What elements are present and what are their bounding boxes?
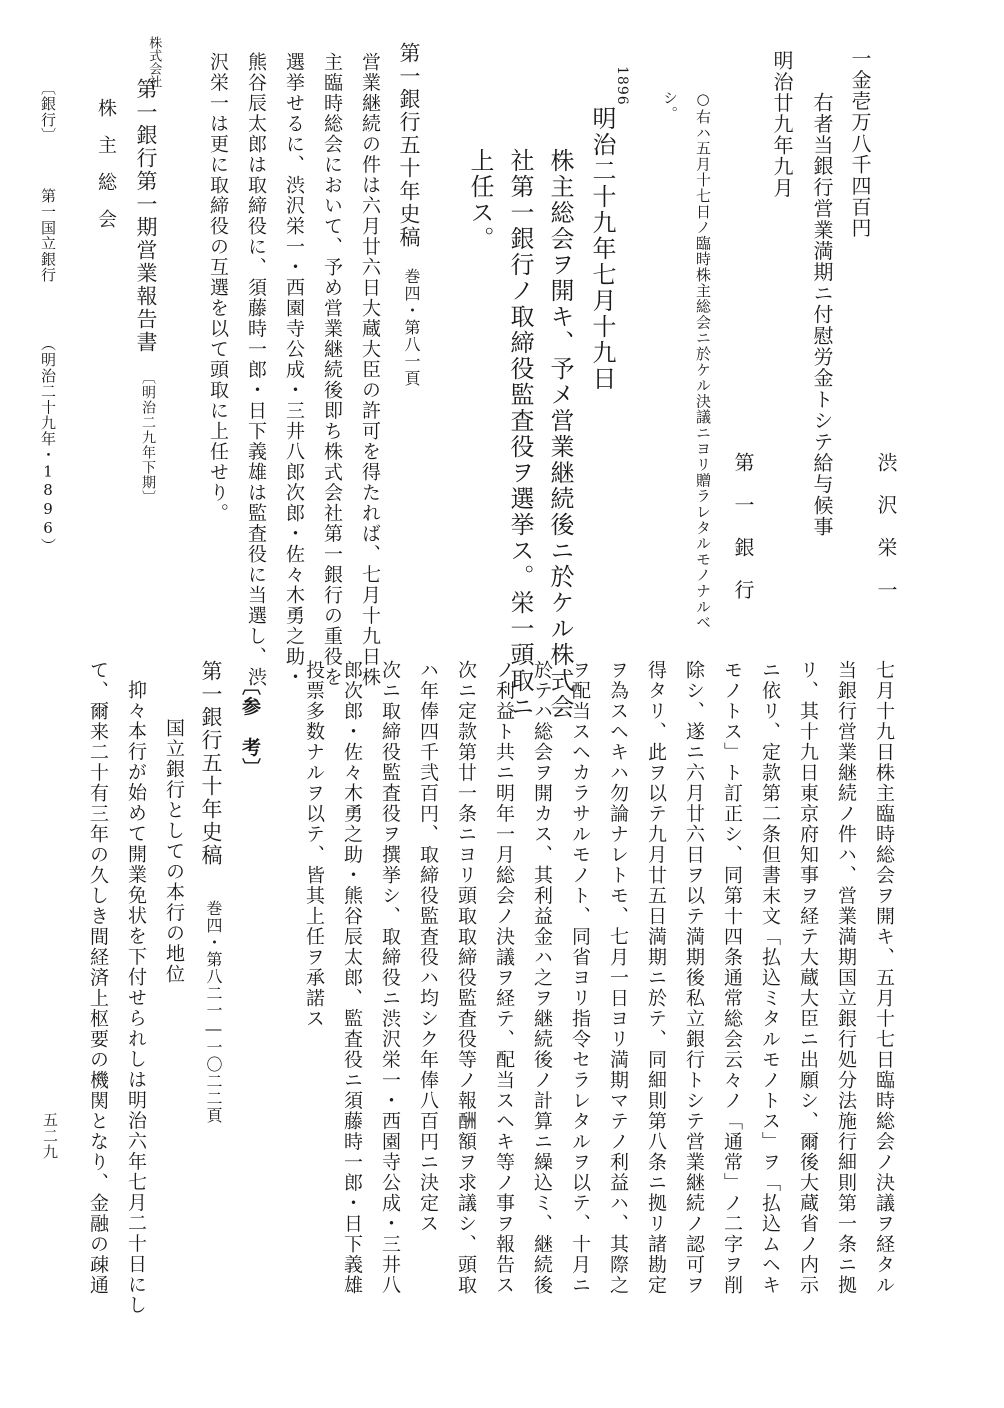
source-ref-2: 巻四・第八二一―一〇二二頁 [204, 900, 223, 1124]
report-line-10: 於テハ総会ヲ開カス、其利益金ハ之ヲ継続後ノ計算ニ繰込ミ、継続後 [531, 660, 553, 1296]
western-year: 1896 [614, 66, 630, 106]
history-line-4: 熊谷辰太郎は取締役に、須藤時一郎・日下義雄は監査役に当選し、渋 [245, 52, 267, 688]
issuer-name: 第 一 銀 行 [731, 452, 755, 601]
history-line-3: 選挙せるに、渋沢栄一・西園寺公成・三井八郎次郎・佐々木勇之助・ [283, 52, 305, 688]
award-date: 明治廿九年九月 [770, 50, 794, 199]
history-line-2: 主臨時総会において、予め営業継続後即ち株式会社第一銀行の重役を [321, 52, 343, 688]
entry-line-2: 社第一銀行ノ取締役監査役ヲ選挙ス。栄一頭取ニ [506, 148, 534, 720]
report-line-9: ヲ配当スヘカラサルモノト、同省ヨリ指令セラレタルヲ以テ、十月ニ [569, 660, 591, 1296]
report-line-6: 除シ、遂ニ六月廿六日ヲ以テ満期後私立銀行トシテ営業継続ノ認可ヲ [683, 660, 705, 1296]
award-memo: 右者当銀行営業満期ニ付慰労金トシテ給与候事 [810, 92, 834, 538]
report-line-7: 得タリ、此ヲ以テ九月廿五日満期ニ於テ、同細則第八条ニ拠リ諸勘定 [645, 660, 667, 1296]
entry-line-1: 株主総会ヲ開キ、予メ営業継続後ニ於ケル株式会 [546, 148, 574, 720]
report-line-13: ハ年俸四千弐百円、取締役監査役ハ均シク年俸八百円ニ決定ス [417, 660, 439, 1234]
recipient-name: 渋 沢 栄 一 [874, 452, 898, 601]
amount-line: 一金壱万八千四百円 [848, 48, 872, 239]
report-line-15: 郎次郎・佐々木勇之助・熊谷辰太郎、監査役ニ須藤時一郎・日下義雄 [341, 660, 363, 1296]
report-line-16: 投票多数ナルヲ以テ、皆其上任ヲ承諾ス [303, 660, 325, 1029]
report-line-14: 次ニ取締役監査役ヲ撰挙シ、取締役ニ渋沢栄一・西園寺公成・三井八 [379, 660, 401, 1296]
reference-label: 〔参 考〕 [239, 676, 261, 779]
report-line-5: モノトス」ト訂正シ、同第十四条通常総会云々ノ「通常」ノ二字ヲ削 [721, 660, 743, 1296]
page-number: 五二九 [41, 1112, 59, 1160]
report-line-4: ニ依リ、定款第二条但書末文「払込ミタルモノトス」ヲ「払込ムヘキ [759, 660, 781, 1296]
report-period: 〔明治二九年下期〕 [140, 370, 156, 505]
report-line-3: リ、其十九日東京府知事ヲ経テ大蔵大臣ニ出願シ、爾後大蔵省ノ内示 [797, 660, 819, 1296]
reference-body-1: 抑々本行が始めて開業免状を下付せられしは明治六年七月二十日にし [125, 680, 147, 1316]
report-prefix: 株式会社 [146, 36, 162, 88]
report-line-11: ノ利益ト共ニ明年一月総会ノ決議ヲ経テ、配当スヘキ等ノ事ヲ報告ス [493, 660, 515, 1296]
report-line-2: 当銀行営業継続ノ件ハ、営業満期国立銀行処分法施行細則第一条ニ拠 [835, 660, 857, 1296]
source-title-1: 第一銀行五十年史稿 [397, 42, 421, 249]
annotation-line-2: シ。 [661, 90, 679, 122]
source-ref-1: 巻四・第八一頁 [402, 268, 421, 387]
report-line-1: 七月十九日株主臨時総会ヲ開キ、五月十七日臨時総会ノ決議ヲ経タル [873, 660, 895, 1296]
report-line-8: ヲ為スヘキハ勿論ナレトモ、七月一日ヨリ満期マテノ利益ハ、其際之 [607, 660, 629, 1296]
report-line-12: 次ニ定款第廿一条ニヨリ頭取取締役監査役等ノ報酬額ヲ求議シ、頭取 [455, 660, 477, 1296]
entry-date-heading: 明治二十九年七月十九日 [588, 106, 616, 392]
report-title: 第一銀行第一期営業報告書 [134, 78, 158, 354]
reference-subheading: 国立銀行としての本行の地位 [163, 718, 185, 985]
entry-line-3: 上任ス。 [466, 148, 494, 252]
reference-body-2: て、爾来二十有三年の久しき間経済上枢要の機関となり、金融の疎通 [87, 660, 109, 1296]
meeting-label: 株主総会 [95, 98, 117, 246]
footer-era: （明治二十九年・1896） [39, 336, 57, 554]
history-line-1: 営業継続の件は六月廿六日大蔵大臣の許可を得たれば、七月十九日株 [359, 52, 381, 688]
footer-bank: 第一国立銀行 [39, 188, 57, 283]
history-line-5: 沢栄一は更に取締役の互選を以て頭取に上任せり。 [207, 52, 229, 524]
source-title-2: 第一銀行五十年史稿 [199, 660, 223, 867]
annotation-line-1: ○右ハ五月十七日ノ臨時株主総会ニ於ケル決議ニヨリ贈ラレタルモノナルベ [694, 90, 712, 631]
footer-category: 〔銀行〕 [39, 80, 57, 144]
